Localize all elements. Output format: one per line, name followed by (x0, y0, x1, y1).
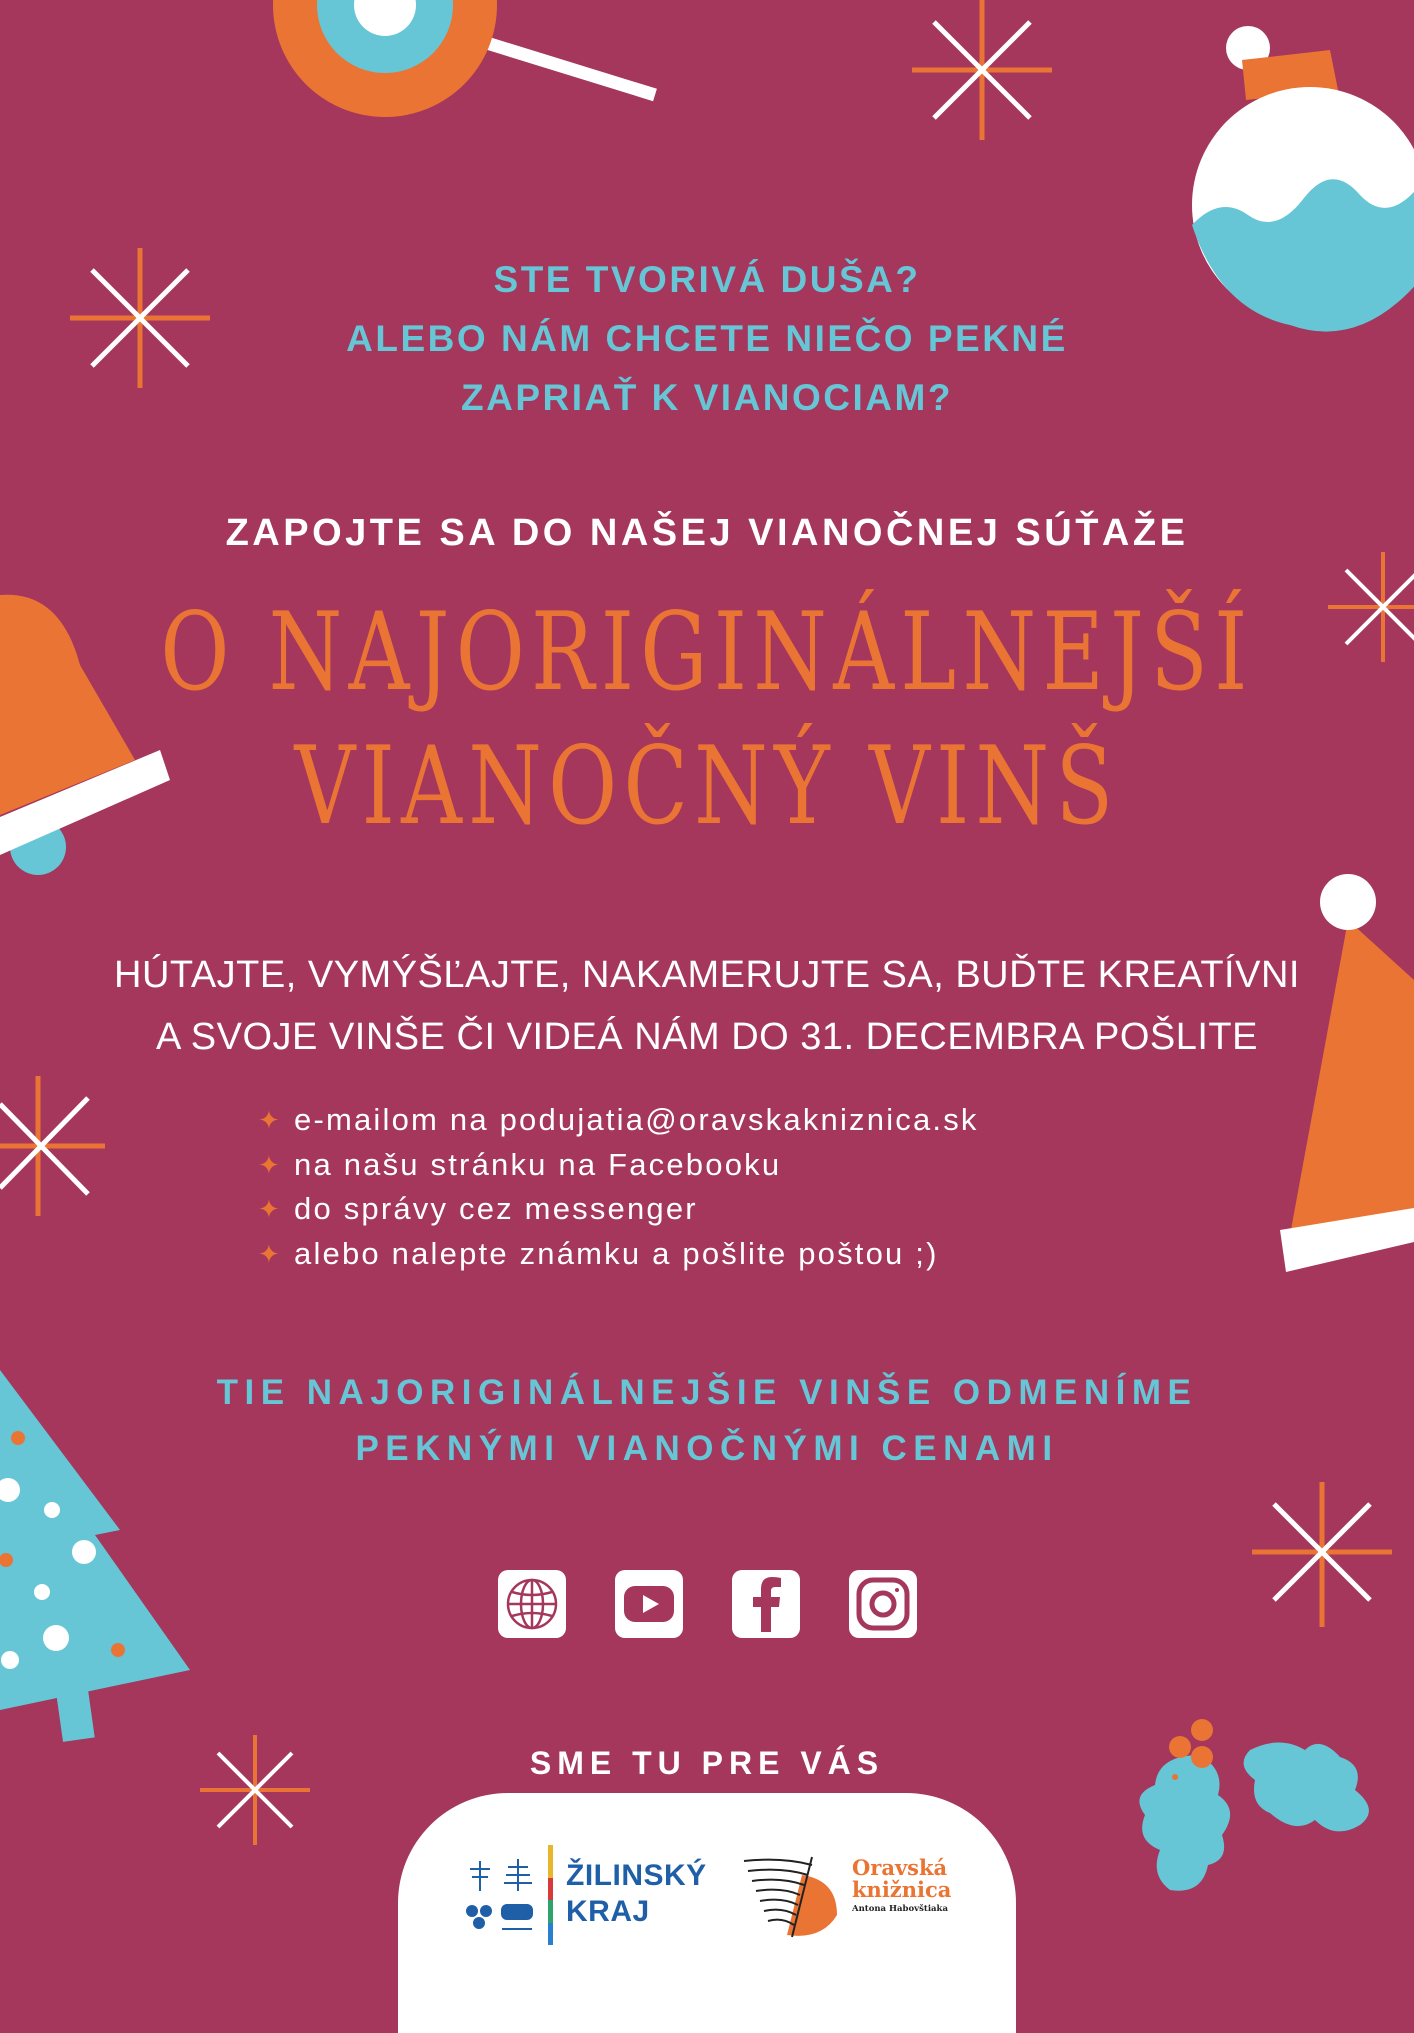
prize-line: TIE NAJORIGINÁLNEJŠIE VINŠE ODMENÍME (216, 1373, 1198, 1412)
call-line: HÚTAJTE, VYMÝŠĽAJTE, NAKAMERUJTE SA, BUĎTE KREATÍVNI (114, 954, 1300, 996)
zilinsky-kraj-color-bar (548, 1845, 553, 1945)
submission-methods-list (258, 1098, 979, 1276)
star-bullet-icon: ✦ (258, 1238, 282, 1269)
footer-slogan: SME TU PRE VÁS (529, 1745, 885, 1781)
title-line: O NAJORIGINÁLNEJŠÍ (160, 590, 1254, 715)
snowflake-decoration (1252, 1482, 1392, 1627)
oravska-kniznica-subtitle: Antona Habovštiaka (852, 1904, 948, 1914)
intro-line: ZAPRIAŤ K VIANOCIAM? (461, 377, 953, 418)
intro-line: STE TVORIVÁ DUŠA? (493, 259, 921, 300)
instagram-icon[interactable] (849, 1570, 917, 1638)
facebook-icon[interactable] (732, 1570, 800, 1638)
snowflake-decoration (1328, 552, 1414, 662)
contest-title (156, 586, 1259, 854)
list-item (258, 1098, 979, 1143)
globe-icon[interactable] (498, 1570, 566, 1638)
star-bullet-icon: ✦ (258, 1194, 282, 1224)
logo-line: ŽILINSKÝ (566, 1859, 707, 1892)
call-line: A SVOJE VINŠE ČI VIDEÁ NÁM DO 31. DECEMBRA POŠLITE (156, 1016, 1258, 1058)
intro-text (0, 250, 1414, 427)
oravska-kniznica-emblem (742, 1855, 852, 1940)
list-item (258, 1187, 979, 1232)
logo-line: knižnica (852, 1877, 952, 1902)
intro-line: ALEBO NÁM CHCETE NIEČO PEKNÉ (346, 318, 1068, 359)
method-email[interactable]: e-mailom na podujatia@oravskakniznica.sk (294, 1102, 979, 1137)
social-links (498, 1570, 917, 1638)
call-to-action (0, 944, 1414, 1068)
snowflake-decoration (912, 0, 1052, 140)
prize-text (0, 1365, 1414, 1477)
youtube-icon[interactable] (615, 1570, 683, 1638)
list-item (258, 1143, 979, 1188)
title-line: VIANOČNÝ VINŠ (294, 724, 1120, 849)
holly-decoration (1130, 1695, 1380, 1925)
prize-line: PEKNÝMI VIANOČNÝMI CENAMI (355, 1429, 1059, 1468)
snowflake-decoration (0, 1076, 110, 1216)
oravska-kniznica-logo (852, 1857, 951, 1901)
method-messenger: do správy cez messenger (294, 1191, 698, 1226)
method-post: alebo nalepte známku a pošlite poštou ;) (294, 1235, 939, 1271)
zilinsky-kraj-logo (566, 1858, 707, 1930)
lollipop-decoration (260, 0, 660, 150)
zilinsky-kraj-emblem (462, 1857, 542, 1937)
method-facebook: na našu stránku na Facebooku (294, 1146, 782, 1182)
bell-decoration (0, 585, 180, 885)
star-bullet-icon: ✦ (258, 1105, 282, 1135)
logo-line: Oravská (852, 1855, 948, 1880)
star-bullet-icon: ✦ (258, 1149, 282, 1180)
list-item (258, 1232, 979, 1277)
santa-hat-decoration (1270, 870, 1414, 1290)
logo-line: KRAJ (566, 1895, 650, 1928)
contest-invitation: ZAPOJTE SA DO NAŠEJ VIANOČNEJ SÚŤAŽE (225, 512, 1189, 554)
